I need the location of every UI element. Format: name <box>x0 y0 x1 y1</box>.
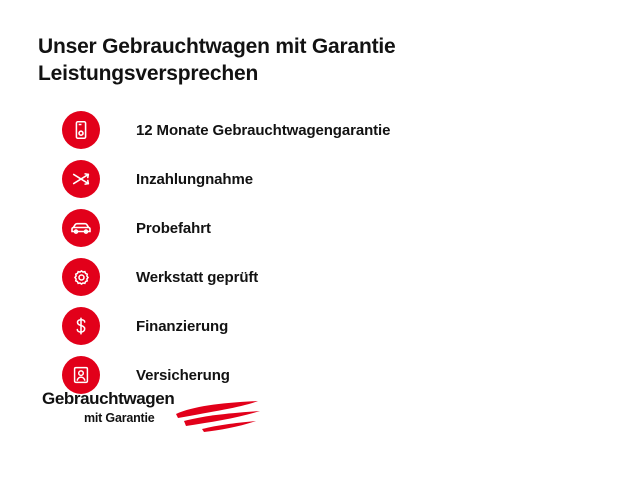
list-item <box>38 253 606 302</box>
list-item <box>38 302 606 351</box>
list-item-label: Probefahrt <box>136 219 211 237</box>
logo-line-1: Gebrauchtwagen <box>42 389 175 408</box>
list-item <box>38 204 606 253</box>
logo-swoosh-icon <box>172 392 264 432</box>
car-icon <box>62 209 100 247</box>
brand-logo <box>42 390 292 442</box>
list-item <box>38 106 606 155</box>
list-item-label: Versicherung <box>136 366 230 384</box>
list-item-label: Werkstatt geprüft <box>136 268 259 286</box>
list-item-label: Finanzierung <box>136 317 229 335</box>
benefits-list <box>38 106 606 400</box>
page-title-line-2: Leistungsversprechen <box>38 61 259 85</box>
gear-icon <box>62 258 100 296</box>
certificate-icon <box>62 111 100 149</box>
page-title-line-1: Unser Gebrauchtwagen mit Garantie <box>38 35 396 58</box>
logo-line-2: mit Garantie <box>84 411 155 425</box>
list-item-label: Inzahlungnahme <box>136 170 253 188</box>
list-item-label: 12 Monate Gebrauchtwagengarantie <box>136 121 391 139</box>
dollar-icon <box>62 307 100 345</box>
list-item <box>38 155 606 204</box>
page-title <box>38 34 508 88</box>
exchange-arrows-icon <box>62 160 100 198</box>
